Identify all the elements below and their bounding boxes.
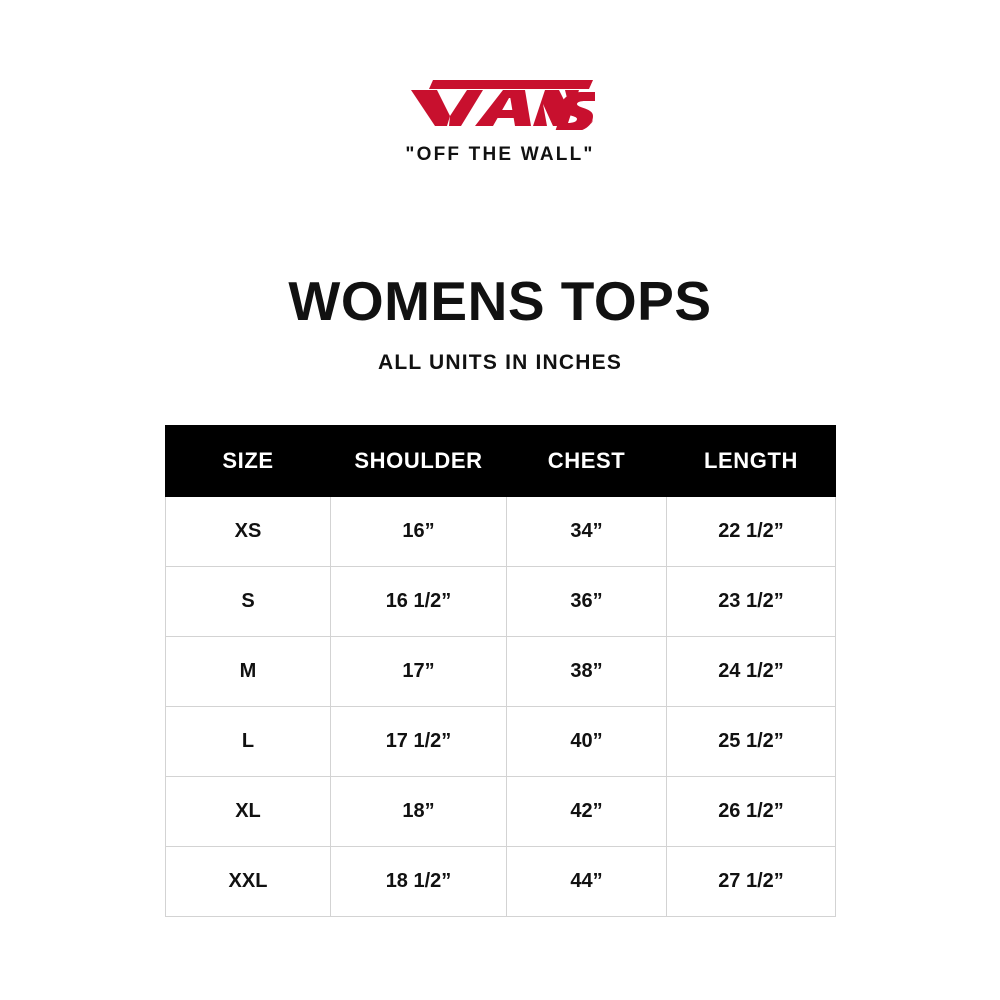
cell-length: 22 1/2” xyxy=(667,497,836,567)
cell-size: M xyxy=(166,637,331,707)
cell-length: 24 1/2” xyxy=(667,637,836,707)
cell-size: XXL xyxy=(166,847,331,917)
page-title: WOMENS TOPS xyxy=(288,270,712,332)
page-subtitle: ALL UNITS IN INCHES xyxy=(377,351,623,374)
vans-logo-icon xyxy=(405,78,595,130)
cell-size: L xyxy=(166,707,331,777)
cell-chest: 36” xyxy=(507,567,667,637)
brand-tagline: "OFF THE WALL" xyxy=(405,144,595,165)
cell-length: 27 1/2” xyxy=(667,847,836,917)
cell-chest: 34” xyxy=(507,497,667,567)
cell-shoulder: 18” xyxy=(331,777,507,847)
table-row xyxy=(166,637,836,707)
cell-size: S xyxy=(166,567,331,637)
column-header-size: SIZE xyxy=(166,426,331,497)
svg-text:®: ® xyxy=(586,116,593,126)
table-row xyxy=(166,497,836,567)
column-header-chest: CHEST xyxy=(507,426,667,497)
cell-chest: 42” xyxy=(507,777,667,847)
table-row xyxy=(166,707,836,777)
column-header-shoulder: SHOULDER xyxy=(331,426,507,497)
table-row xyxy=(166,777,836,847)
cell-chest: 38” xyxy=(507,637,667,707)
brand-block xyxy=(405,78,595,166)
column-header-length: LENGTH xyxy=(667,426,836,497)
cell-shoulder: 17 1/2” xyxy=(331,707,507,777)
table-row xyxy=(166,847,836,917)
cell-shoulder: 18 1/2” xyxy=(331,847,507,917)
table-header-row xyxy=(166,426,836,497)
cell-chest: 40” xyxy=(507,707,667,777)
cell-size: XS xyxy=(166,497,331,567)
cell-shoulder: 16 1/2” xyxy=(331,567,507,637)
cell-length: 23 1/2” xyxy=(667,567,836,637)
cell-shoulder: 17” xyxy=(331,637,507,707)
size-table-wrap xyxy=(165,425,835,917)
table-row xyxy=(166,567,836,637)
cell-shoulder: 16” xyxy=(331,497,507,567)
cell-length: 25 1/2” xyxy=(667,707,836,777)
size-table xyxy=(165,425,836,917)
cell-size: XL xyxy=(166,777,331,847)
cell-length: 26 1/2” xyxy=(667,777,836,847)
cell-chest: 44” xyxy=(507,847,667,917)
